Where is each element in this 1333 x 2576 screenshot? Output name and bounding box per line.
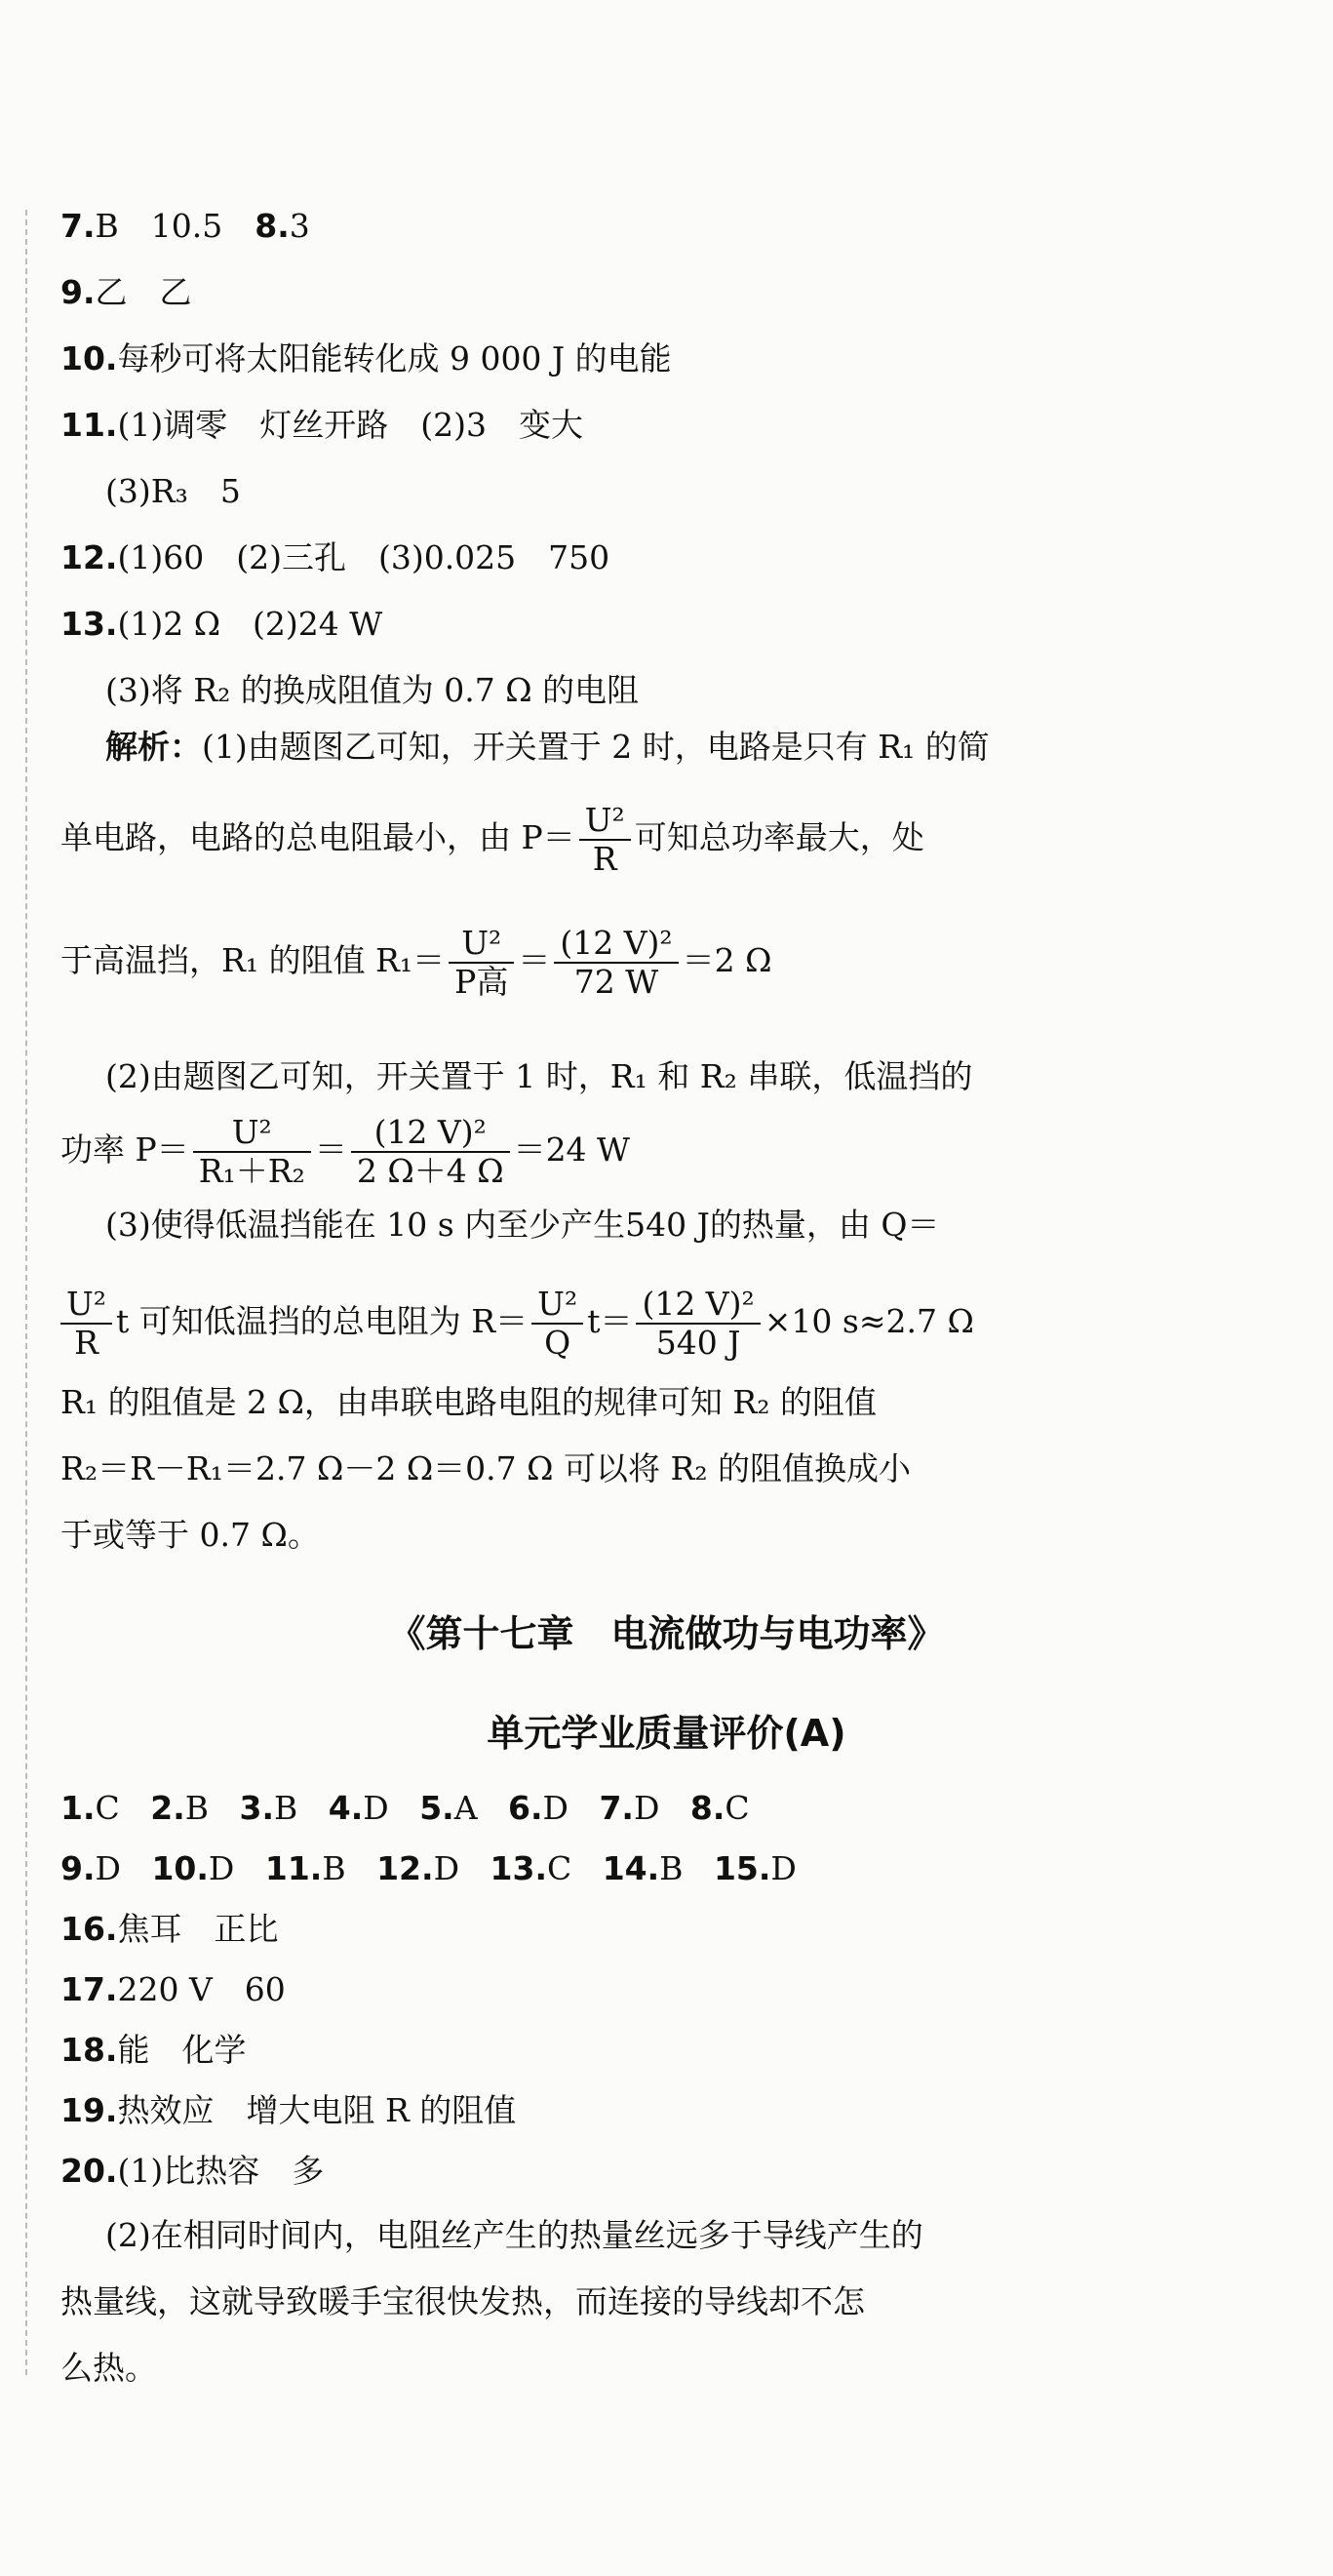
analysis-line-8: R₁ 的阻值是 2 Ω，由串联电路电阻的规律可知 R₂ 的阻值 (60, 1383, 877, 1421)
fraction: $\frac{\text{U²}}{Q}$ (531, 1286, 583, 1362)
answer-20-part2-line3: 么热。 (60, 2349, 157, 2387)
answer-18: 18.能 化学 (60, 2031, 247, 2069)
fraction: $\frac{\text{U²}}{\text{P高}}$ (449, 925, 514, 1001)
analysis-line-6: (3)使得低温挡能在 10 s 内至少产生540 J的热量，由 Q＝ (105, 1206, 940, 1244)
answer-20-part2-line1: (2)在相同时间内，电阻丝产生的热量丝远多于导线产生的 (105, 2216, 923, 2254)
mc-row-1: 1.C 2.B 3.B 4.D 5.A 6.D 7.D 8.C (60, 1789, 750, 1827)
answer-7-8: 7.B 10.5 8.3 (60, 207, 310, 245)
fraction: $\frac{\text{U²}}{R}$ (579, 802, 631, 878)
unit-title: 单元学业质量评价(A) (487, 1712, 846, 1755)
analysis-line-3: 于高温挡，R₁ 的阻值 R₁＝ $\frac{\text{U²}}{\text{P高}}$ ＝ $\frac{\text{(12 V)²}}{72 W}$ ＝2 Ω (60, 924, 772, 1001)
answer-11-part3: (3)R₃ 5 (105, 472, 241, 510)
fraction: $\frac{\text{U²}}{R}$ (60, 1286, 112, 1362)
analysis-line-2: 单电路，电路的总电阻最小，由 P＝ $\frac{\text{U²}}{R}$ 可知总功率最大，处 (60, 801, 924, 878)
answer-20-part2-line2: 热量线，这就导致暖手宝很快发热，而连接的导线却不怎 (60, 2282, 865, 2320)
analysis-line-7: $\frac{\text{U²}}{R}$ t 可知低温挡的总电阻为 R＝ $\frac{\text{U²}}{Q}$ t＝ $\frac{\text{(12 V)²}}{540 J}$ ×10 s≈2.7 Ω (60, 1286, 974, 1362)
answer-17: 17.220 V 60 (60, 1970, 286, 2008)
chapter-title: 《第十七章 电流做功与电功率》 (388, 1612, 945, 1655)
answer-12: 12.(1)60 (2)三孔 (3)0.025 750 (60, 538, 610, 576)
mc-row-2: 9.D 10.D 11.B 12.D 13.C 14.B 15.D (60, 1849, 797, 1887)
analysis-line-10: 于或等于 0.7 Ω。 (60, 1516, 320, 1554)
margin-guide (25, 210, 27, 2375)
analysis-line-9: R₂＝R－R₁＝2.7 Ω－2 Ω＝0.7 Ω 可以将 R₂ 的阻值换成小 (60, 1449, 912, 1487)
analysis-line-5: 功率 P＝ $\frac{\text{U²}}{\text{R₁＋R₂}}$ ＝ $\frac{\text{(12 V)²}}{2 \Omega+4 \Omega}$ ＝24 W (60, 1113, 630, 1190)
fraction: $\frac{\text{(12 V)²}}{72 W}$ (554, 925, 678, 1001)
analysis-line-1: 解析：(1)由题图乙可知，开关置于 2 时，电路是只有 R₁ 的简 (105, 728, 990, 766)
fraction: $\frac{\text{(12 V)²}}{2 \Omega+4 \Omega}$ (351, 1114, 510, 1190)
answer-13-part3: (3)将 R₂ 的换成阻值为 0.7 Ω 的电阻 (105, 671, 640, 709)
fraction: $\frac{\text{(12 V)²}}{540 J}$ (636, 1286, 760, 1362)
answer-10: 10.每秒可将太阳能转化成 9 000 J 的电能 (60, 339, 672, 377)
answer-9: 9.乙 乙 (60, 273, 192, 311)
answer-19: 19.热效应 增大电阻 R 的阻值 (60, 2091, 517, 2129)
fraction: $\frac{\text{U²}}{\text{R₁＋R₂}}$ (193, 1114, 311, 1190)
analysis-line-4: (2)由题图乙可知，开关置于 1 时，R₁ 和 R₂ 串联，低温挡的 (105, 1057, 973, 1095)
answer-20: 20.(1)比热容 多 (60, 2152, 325, 2190)
answer-13: 13.(1)2 Ω (2)24 W (60, 605, 383, 643)
answer-11: 11.(1)调零 灯丝开路 (2)3 变大 (60, 406, 583, 444)
answer-16: 16.焦耳 正比 (60, 1910, 279, 1948)
